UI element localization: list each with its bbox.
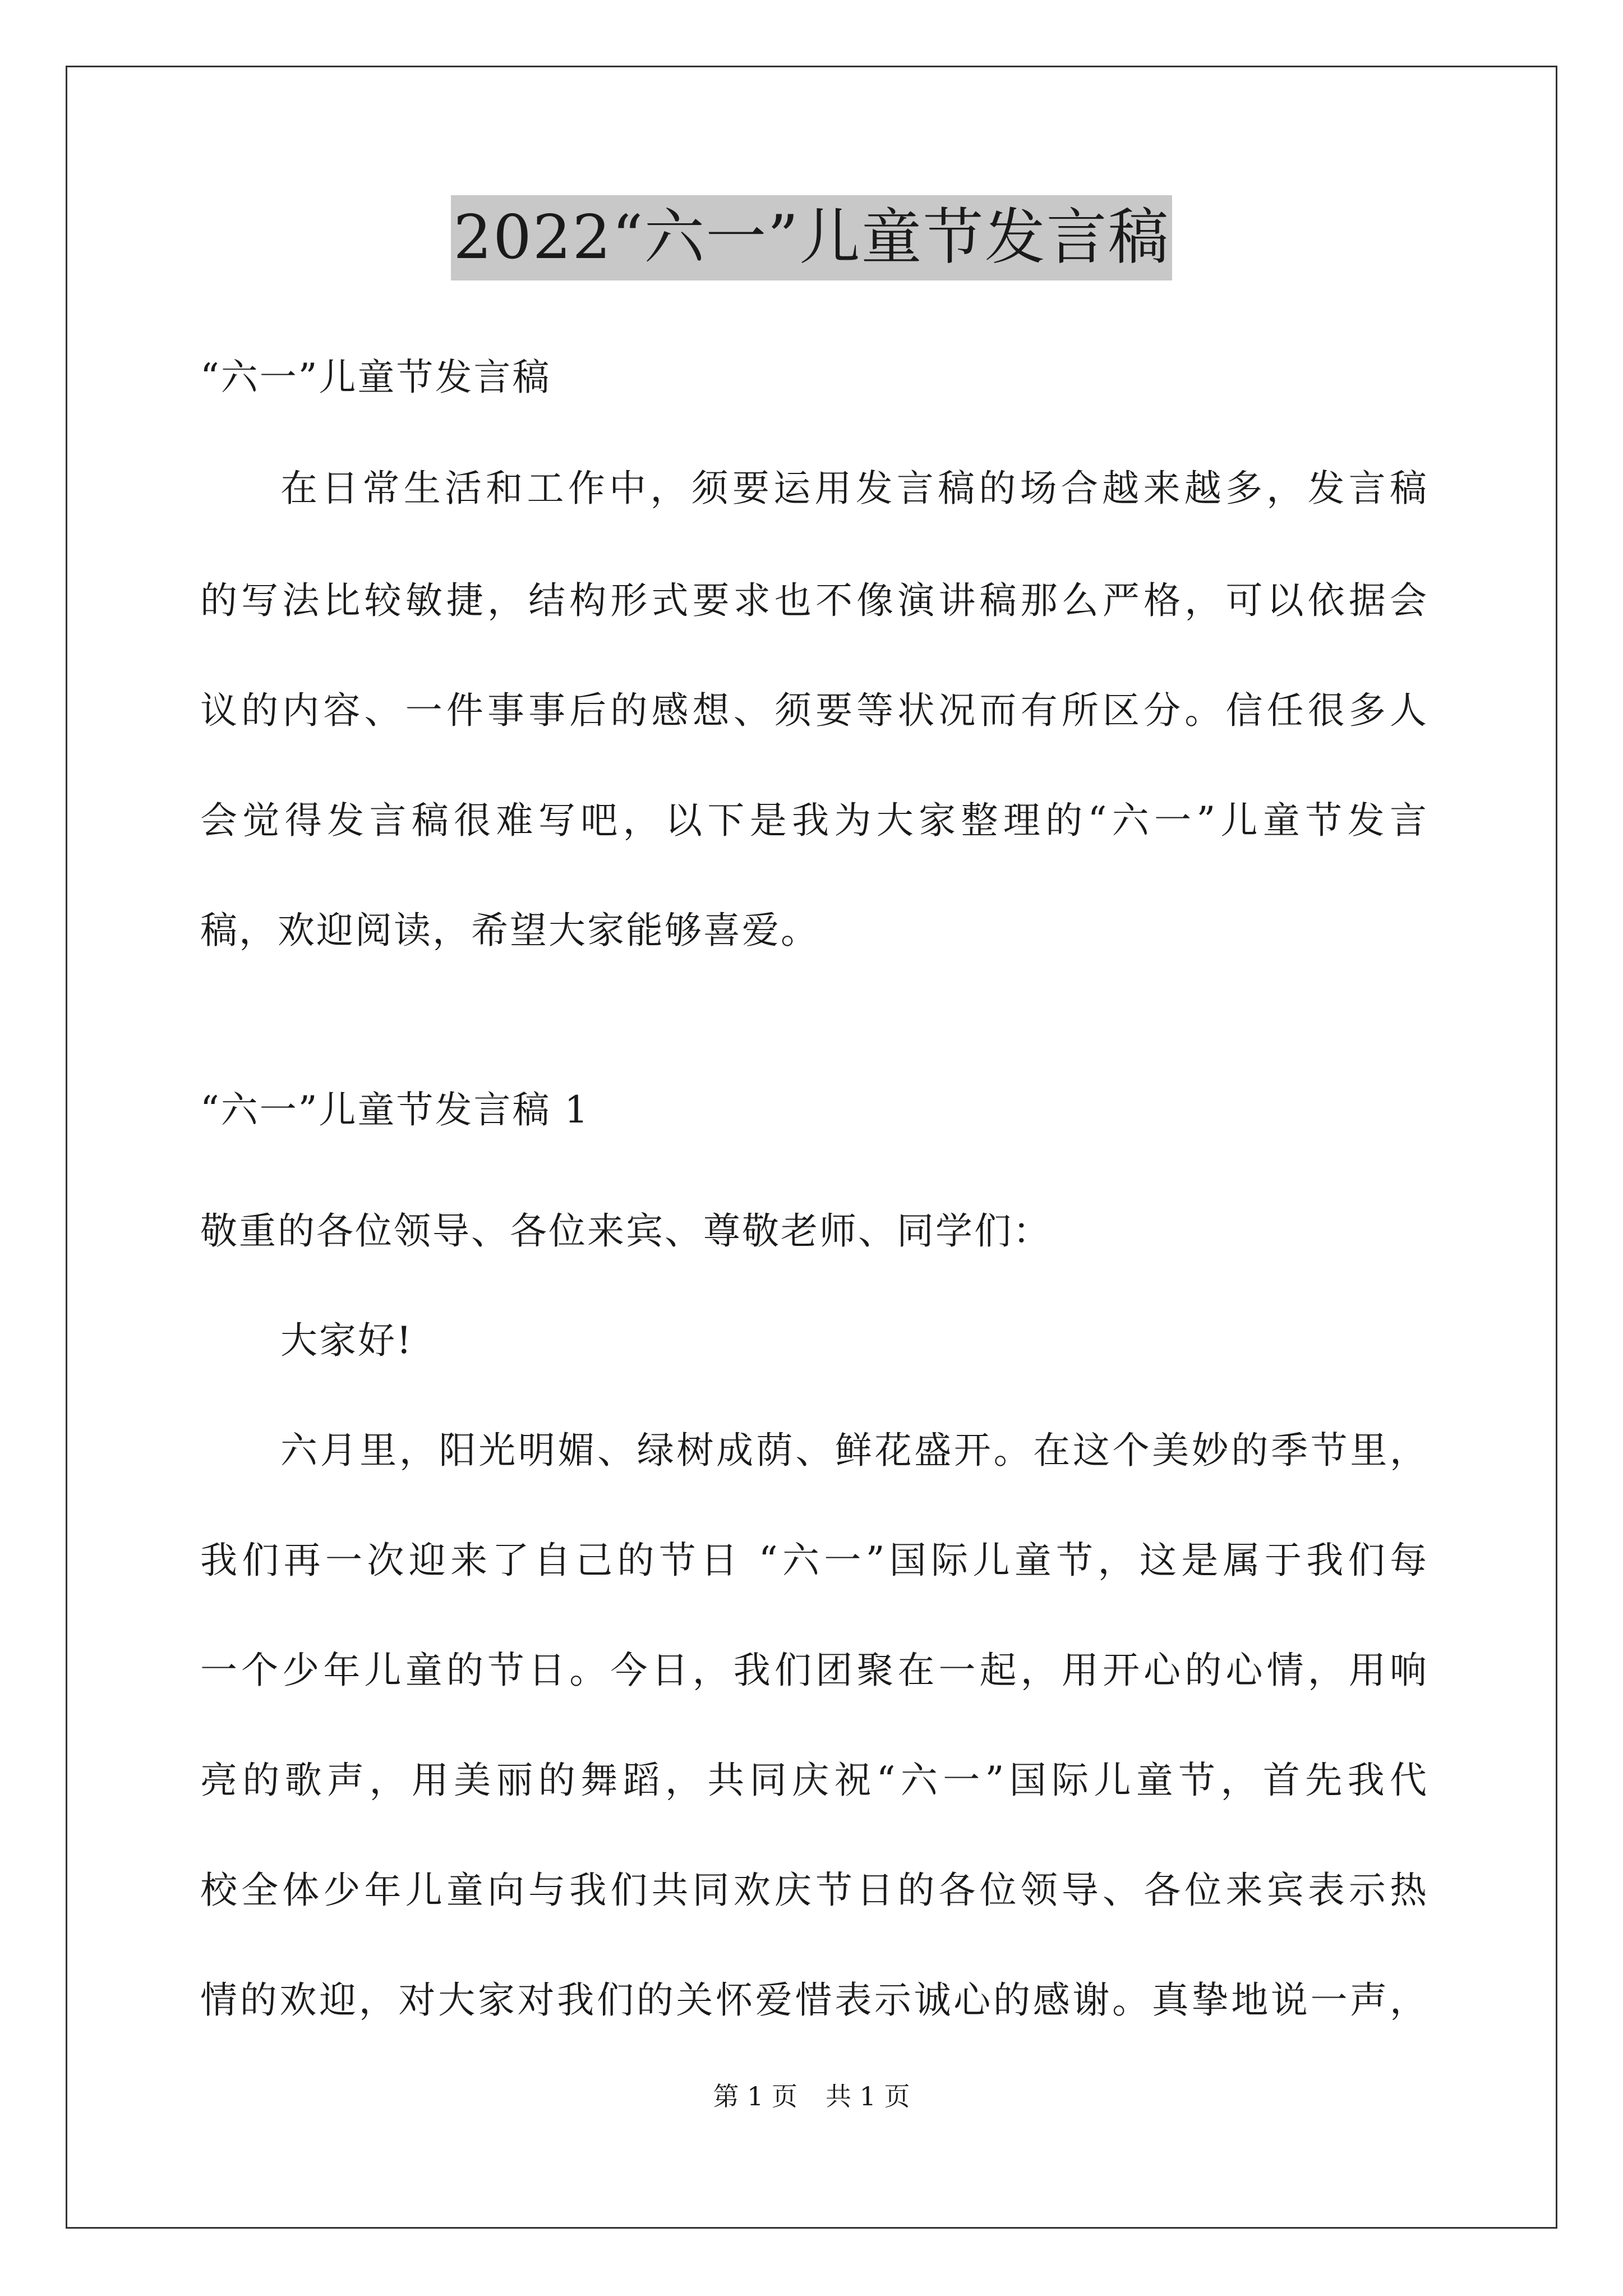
intro-line-4: 会觉得发言稿很难写吧，以下是我为大家整理的“六一”儿童节发言 [200,799,1428,842]
document-title: 2022“六一”儿童节发言稿 [451,195,1172,280]
body-line-3: 一个少年儿童的节日。今日，我们团聚在一起，用开心的心情，用响 [200,1649,1428,1692]
document-subtitle: “六一”儿童节发言稿 [200,356,551,399]
page-total: 共 1 页 [826,2081,910,2111]
title-container [0,195,1623,280]
intro-line-5: 稿，欢迎阅读，希望大家能够喜爱。 [200,909,819,952]
body-line-4: 亮的歌声，用美丽的舞蹈，共同庆祝“六一”国际儿童节，首先我代 [200,1759,1428,1802]
body-line-5: 校全体少年儿童向与我们共同欢庆节日的各位领导、各位来宾表示热 [200,1869,1428,1912]
page-footer [0,2079,1623,2113]
intro-line-2: 的写法比较敏捷，结构形式要求也不像演讲稿那么严格，可以依据会 [200,579,1428,622]
body-line-6: 情的欢迎，对大家对我们的关怀爱惜表示诚心的感谢。真挚地说一声， [200,1978,1428,2022]
intro-line-1: 在日常生活和工作中，须要运用发言稿的场合越来越多，发言稿 [280,467,1428,510]
salutation: 敬重的各位领导、各位来宾、尊敬老师、同学们： [200,1209,1052,1253]
section-heading: “六一”儿童节发言稿 1 [200,1088,590,1131]
intro-line-3: 议的内容、一件事事后的感想、须要等状况而有所区分。信任很多人 [200,689,1428,732]
greeting: 大家好! [280,1319,413,1362]
body-line-2: 我们再一次迎来了自己的节日 “六一”国际儿童节，这是属于我们每 [200,1539,1428,1582]
page-number: 第 1 页 [713,2081,797,2111]
body-line-1: 六月里，阳光明媚、绿树成荫、鲜花盛开。在这个美妙的季节里， [280,1429,1428,1472]
